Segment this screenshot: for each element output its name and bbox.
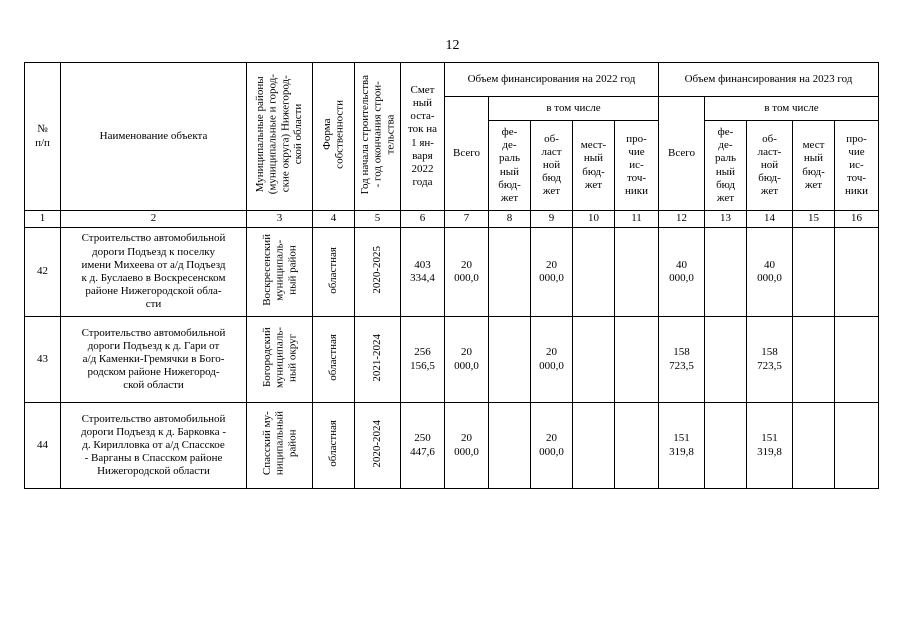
header-col-form [313,63,355,211]
years-text: 2021-2024 [371,333,384,382]
header-col-district [247,63,313,211]
col-number: 5 [355,211,401,228]
years-text: 2020-2024 [371,419,384,468]
header-mest-2023: мест ный бюд- жет [793,121,835,211]
obl-2023-cell: 158 723,5 [747,317,793,403]
header-fed-2023: фе- де- раль ный бюд жет [705,121,747,211]
col-number: 12 [659,211,705,228]
col-number: 6 [401,211,445,228]
col-number: 4 [313,211,355,228]
district-cell [247,317,313,403]
district-cell [247,228,313,317]
col-number: 15 [793,211,835,228]
obl-2022-cell: 20 000,0 [531,403,573,489]
col-number: 2 [61,211,247,228]
header-col-remainder: Смет ный оста- ток на 1 ян- варя 2022 года [401,63,445,211]
row-num: 43 [25,317,61,403]
district-cell [247,403,313,489]
row-num: 42 [25,228,61,317]
header-obl-2022: об- ласт ной бюд жет [531,121,573,211]
col-number: 10 [573,211,615,228]
remainder-cell: 250 447,6 [401,403,445,489]
table-row [25,317,879,403]
remainder-cell: 403 334,4 [401,228,445,317]
header-incl-2023: в том числе [705,97,879,121]
header-proch-2022: про- чие ис- точ- ники [615,121,659,211]
header-mest-2022: мест- ный бюд- жет [573,121,615,211]
remainder-cell: 256 156,5 [401,317,445,403]
mest-2023-cell [793,403,835,489]
form-text: областная [327,334,340,381]
header-col-name: Наименование объекта [61,63,247,211]
proch-2023-cell [835,228,879,317]
years-cell [355,228,401,317]
col-number: 7 [445,211,489,228]
mest-2023-cell [793,228,835,317]
proch-2023-cell [835,403,879,489]
years-text: 2020-2025 [371,246,384,294]
object-name: Строительство автомобильной дороги Подъезд к поселку имени Михеева от а/д Подъезд к д. Буслаево в Воскресенском районе Нижегородской обла- сти [61,228,247,317]
table-row [25,228,879,317]
column-numbers-row [25,211,879,228]
total-2023-cell: 40 000,0 [659,228,705,317]
form-cell [313,403,355,489]
header-obl-2023: об- ласт- ной бюд- жет [747,121,793,211]
form-text: областная [327,246,340,294]
col-number: 14 [747,211,793,228]
fed-2023-cell [705,403,747,489]
page-number: 12 [445,38,460,53]
col-number: 3 [247,211,313,228]
total-2023-cell: 158 723,5 [659,317,705,403]
header-total-2023: Всего [659,97,705,211]
col-number: 8 [489,211,531,228]
col-number: 13 [705,211,747,228]
fed-2023-cell [705,317,747,403]
object-name: Строительство автомобильной дороги Подъезд к д. Барковка - д. Кирилловка от а/д Спасское - Варганы в Спасском районе Нижегородской области [61,403,247,489]
mest-2022-cell [573,317,615,403]
header-col-years [355,63,401,211]
obl-2022-cell: 20 000,0 [531,317,573,403]
total-2022-cell: 20 000,0 [445,403,489,489]
form-text: областная [327,420,340,467]
proch-2023-cell [835,317,879,403]
header-fin-2022: Объем финансирования на 2022 год [445,63,659,97]
years-cell [355,403,401,489]
district-text: Спасский му- ниципальный район [260,411,298,476]
header-col-num: № п/п [25,63,61,211]
fed-2022-cell [489,317,531,403]
header-district-text: Муниципальные районы (муниципальные и город- ские округа) Нижегород- ской области [254,74,305,195]
fed-2023-cell [705,228,747,317]
obl-2022-cell: 20 000,0 [531,228,573,317]
table-row [25,403,879,489]
mest-2022-cell [573,403,615,489]
object-name: Строительство автомобильной дороги Подъезд к д. Гари от а/д Каменки-Гремячки в Бого- родском районе Нижегород- ской области [61,317,247,403]
form-cell [313,228,355,317]
col-number: 9 [531,211,573,228]
total-2022-cell: 20 000,0 [445,228,489,317]
district-text: Воскресенский муниципаль- ный район [260,234,298,306]
header-proch-2023: про- чие ис- точ- ники [835,121,879,211]
col-number: 1 [25,211,61,228]
years-cell [355,317,401,403]
header-fin-2023: Объем финансирования на 2023 год [659,63,879,97]
header-incl-2022: в том числе [489,97,659,121]
district-text: Богородский муниципаль- ный округ [260,326,298,388]
header-fed-2022: фе- де- раль ный бюд- жет [489,121,531,211]
header-total-2022: Всего [445,97,489,211]
obl-2023-cell: 40 000,0 [747,228,793,317]
total-2023-cell: 151 319,8 [659,403,705,489]
fed-2022-cell [489,403,531,489]
header-form-text: Форма собственности [320,100,346,169]
col-number: 16 [835,211,879,228]
proch-2022-cell [615,317,659,403]
proch-2022-cell [615,403,659,489]
form-cell [313,317,355,403]
row-num: 44 [25,403,61,489]
fed-2022-cell [489,228,531,317]
financing-table [24,62,879,489]
total-2022-cell: 20 000,0 [445,317,489,403]
proch-2022-cell [615,228,659,317]
header-years-text: Год начала строительства - год окончания строи- тельства [358,74,396,195]
col-number: 11 [615,211,659,228]
mest-2022-cell [573,228,615,317]
mest-2023-cell [793,317,835,403]
obl-2023-cell: 151 319,8 [747,403,793,489]
